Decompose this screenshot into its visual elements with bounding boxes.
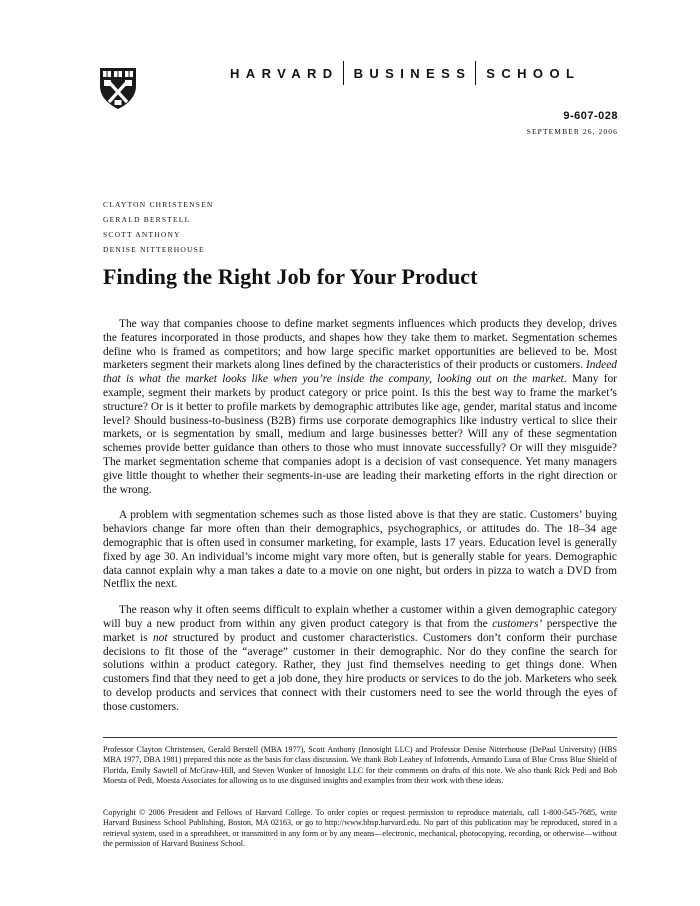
school-word-harvard: HARVARD [230, 65, 339, 81]
school-word-school: SCHOOL [486, 65, 581, 81]
header-divider [475, 61, 476, 85]
paragraph-emphasis: customers’ [492, 617, 543, 630]
paragraph-text: structured by product and customer characteristics. Customers don’t conform their purchase decisions to fit those of the “average” customer in their demographic. Nor do they confine the search for solutions within a product category. Rather, they just find themselves needing to get things done. When customers find that they need to get a job done, they hire products or services to do the job. Marketers who seek to develop products and services that connect with their customers need to see the world through the eyes of those customers. [103, 631, 618, 713]
paragraph-2: A problem with segmentation schemes such as those listed above is that they are static. Customers’ buying behaviors change far more often than their demographics, psychographics, or attitudes do. The 18–34 age demographic that is often used in consumer marketing, for example, lasts 17 years. Education level is generally fixed by age 30. An individual’s income might vary more often, but is generally stable for years. Demographic data cannot explain why a man takes a date to a movie on one night, but orders in pizza to watch a DVD from Netflix the next. [103, 509, 617, 591]
paragraph-3 [103, 604, 617, 714]
hbs-shield-logo-icon [98, 66, 138, 110]
author-list [103, 197, 214, 257]
footnote-divider [103, 737, 617, 738]
paragraph-text: The reason why it often seems difficult to explain whether a customer within a given demographic category will buy a new product from within any given product category is that from the [103, 604, 617, 630]
paragraph-1 [103, 318, 617, 497]
author-name: CLAYTON CHRISTENSEN [103, 200, 214, 209]
school-name-header [230, 62, 580, 84]
paragraph-text: The way that companies choose to define market segments influences which products they develop, drives the features incorporated in those products, and shapes how they take them to market. Segmentation schemes define who is framed as competitors; and how large specific market opportunities are believed to be. Most marketers segment their markets along lines defined by the characteristics of their products or customers. [103, 318, 617, 372]
author-footnote: Professor Clayton Christensen, Gerald Berstell (MBA 1977), Scott Anthony (Innosight LLC) and Professor Denise Nitterhouse (DePaul University) (HBS MBA 1977, DBA 1981) prepared this note as the basis for class discussion. We thank Bob Leahey of Infotrends, Armando Luna of Blue Cross Blue Shield of Florida, Emily Sawtell of McGraw-Hill, and Steven Wunker of Innosight LLC for their comments on drafts of this note. We also thank Rick Pedi and Bob Moesta of Pedi, Moesta Associates for allowing us to use disguised insights and examples from their work with these ideas. [103, 745, 617, 785]
author-name: SCOTT ANTHONY [103, 230, 181, 239]
header-divider [343, 61, 344, 85]
paragraph-text: perspective the market is [103, 617, 617, 644]
document-title: Finding the Right Job for Your Product [103, 264, 478, 289]
document-number: 9-607-028 [563, 110, 618, 122]
document-date: SEPTEMBER 26, 2006 [526, 127, 618, 136]
paragraph-text: . Many for example, segment their markets by product category or price point. Is this the best way to frame the market’s structure? Or is it better to profile markets by demographic attributes like age, gender, marital status and income level? Should business-to-business (B2B) firms use corporate demographics like industry vertical to slice their markets, or is segmentation by small, medium and large businesses better? Will any of these segmentation schemes provide better guidance than others to those who must innovate successfully? Or will they misguide? The market segmentation scheme that companies adopt is a decision of vast consequence. Yet many managers give little thought to whether their segments-in-use are leading their marketing efforts in the right direction or the wrong. [103, 373, 617, 496]
school-word-business: BUSINESS [353, 65, 472, 81]
body-text [103, 318, 617, 727]
copyright-notice: Copyright © 2006 President and Fellows of Harvard College. To order copies or request permission to reproduce materials, call 1-800-545-7685, write Harvard Business School Publishing, Boston, MA 02163, or go to http://www.hbsp.harvard.edu. No part of this publication may be reproduced, stored in a retrieval system, used in a spreadsheet, or transmitted in any form or by any means—electronic, mechanical, photocopying, recording, or otherwise—without the permission of Harvard Business School. [103, 808, 617, 848]
author-name: DENISE NITTERHOUSE [103, 245, 205, 254]
paragraph-emphasis: Indeed that is what the market looks like when you’re inside the company, looking out on the market [103, 359, 617, 386]
paragraph-emphasis: not [152, 631, 168, 644]
author-name: GERALD BERSTELL [103, 215, 191, 224]
